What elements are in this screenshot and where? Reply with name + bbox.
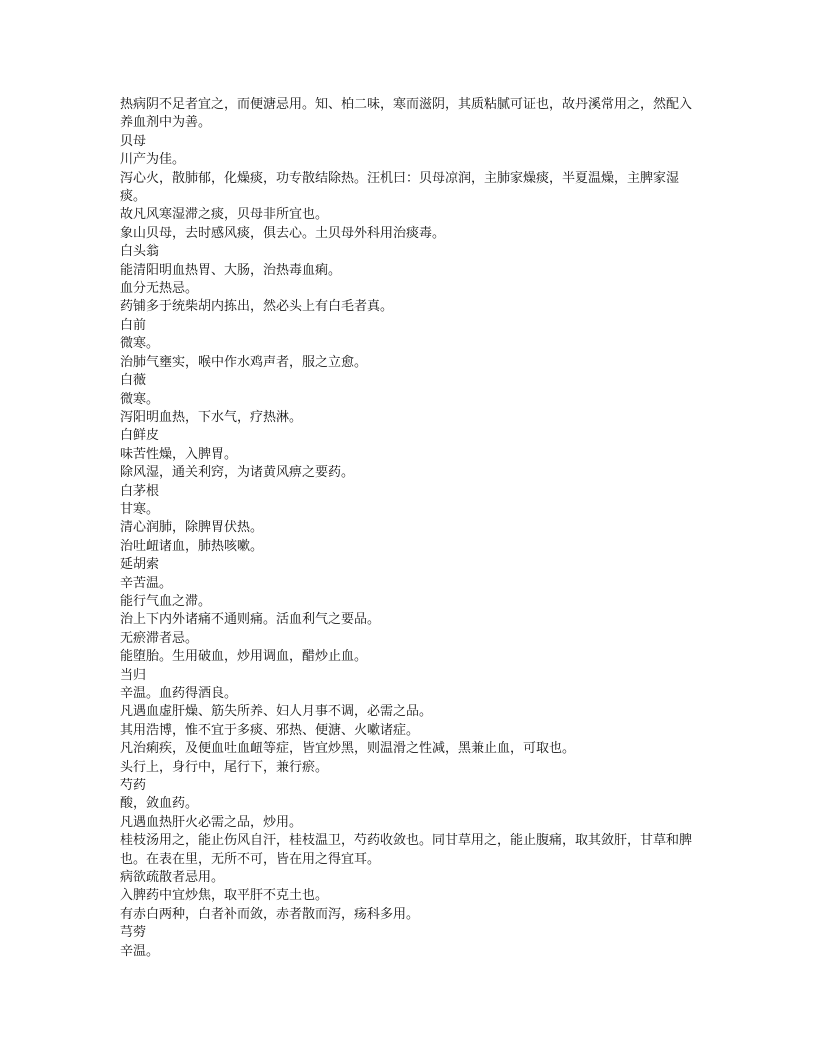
text-line: 能堕胎。生用破血，炒用调血，醋炒止血。 bbox=[120, 649, 368, 665]
text-line: 辛温。 bbox=[120, 943, 160, 959]
text-line: 热病阴不足者宜之，而便溏忌用。知、柏二味，寒而滋阴，其质粘腻可证也，故丹溪常用之，然配入养血剂中为善。 bbox=[120, 97, 693, 131]
text-line: 微寒。 bbox=[120, 336, 160, 352]
text-line: 治肺气壅实，喉中作水鸡声者，服之立愈。 bbox=[120, 354, 368, 370]
text-line: 有赤白两种，白者补而敛，赤者散而泻，疡科多用。 bbox=[120, 906, 420, 922]
text-line: 酸，敛血药。 bbox=[120, 796, 199, 812]
text-line: 象山贝母，去时感风痰，俱去心。土贝母外科用治痰毒。 bbox=[120, 225, 446, 241]
text-line: 凡遇血虚肝燥、筋失所养、妇人月事不调，必需之品。 bbox=[120, 704, 433, 720]
text-line: 无瘀滞者忌。 bbox=[120, 630, 199, 646]
text-line: 辛温。血药得酒良。 bbox=[120, 686, 238, 701]
text-line: 血分无热忌。 bbox=[120, 281, 199, 297]
text-line: 泻阳明血热，下水气，疗热淋。 bbox=[120, 409, 303, 425]
text-line: 除风湿，通关利窍，为诸黄风痹之要药。 bbox=[120, 465, 355, 481]
herb-heading: 芍药 bbox=[120, 778, 147, 794]
text-line: 故凡风寒湿滞之痰，贝母非所宜也。 bbox=[120, 207, 329, 223]
herb-heading: 芎䓖 bbox=[120, 925, 147, 941]
text-line: 泻心火，散肺郁，化燥痰，功专散结除热。汪机曰：贝母凉润，主肺家燥痰，半夏温燥，主脾家湿痰。 bbox=[120, 170, 680, 205]
herb-heading: 当归 bbox=[120, 667, 147, 683]
herb-heading: 白鲜皮 bbox=[120, 428, 160, 444]
herb-heading: 白茅根 bbox=[120, 483, 160, 499]
herb-heading: 贝母 bbox=[120, 133, 147, 149]
text-line: 凡遇血热肝火必需之品，炒用。 bbox=[120, 814, 303, 830]
text-line: 川产为佳。 bbox=[120, 152, 186, 168]
text-line: 治吐衄诸血，肺热咳嗽。 bbox=[120, 538, 264, 554]
text-line: 头行上，身行中，尾行下，兼行瘀。 bbox=[120, 759, 329, 775]
text-line: 能行气血之滞。 bbox=[120, 593, 212, 609]
document-page bbox=[120, 96, 700, 961]
text-line: 味苦性燥，入脾胃。 bbox=[120, 446, 238, 462]
text-line: 微寒。 bbox=[120, 391, 160, 407]
herb-heading: 白头翁 bbox=[120, 244, 160, 260]
text-line: 甘寒。 bbox=[120, 501, 160, 517]
text-line: 治上下内外诸痛不通则痛。活血利气之要品。 bbox=[120, 612, 381, 628]
text-line: 凡治痢疾，及便血吐血衄等症，皆宜炒黑，则温滑之性减，黑兼止血，可取也。 bbox=[120, 741, 576, 757]
herb-heading: 延胡索 bbox=[120, 557, 160, 573]
text-line: 能清阳明血热胃、大肠，治热毒血痢。 bbox=[120, 262, 342, 278]
herb-heading: 白薇 bbox=[120, 373, 147, 389]
text-line: 病欲疏散者忌用。 bbox=[120, 870, 225, 886]
text-line: 辛苦温。 bbox=[120, 575, 173, 591]
text-line: 桂枝汤用之，能止伤风自汗，桂枝温卫，芍药收敛也。同甘草用之，能止腹痛，取其敛肝，甘草和脾也。在表在里，无所不可，皆在用之得宜耳。 bbox=[120, 833, 693, 867]
text-line: 其用浩博，惟不宜于多痰、邪热、便溏、火嗽诸症。 bbox=[120, 722, 420, 738]
text-line: 清心润肺，除脾胃伏热。 bbox=[120, 520, 264, 536]
text-line: 药铺多于统柴胡内拣出，然必头上有白毛者真。 bbox=[120, 299, 394, 315]
herb-heading: 白前 bbox=[120, 317, 147, 333]
text-line: 入脾药中宜炒焦，取平肝不克土也。 bbox=[120, 888, 329, 904]
